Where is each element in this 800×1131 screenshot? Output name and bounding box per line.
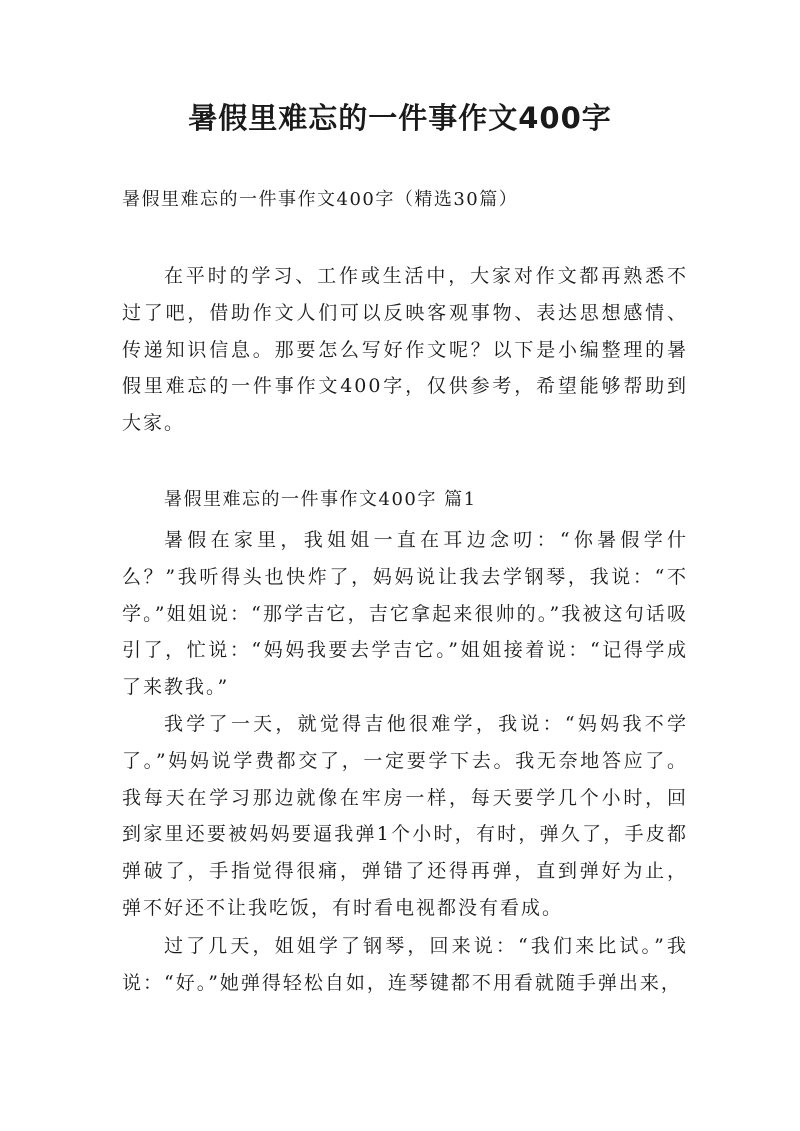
intro-paragraph: 在平时的学习、工作或生活中，大家对作文都再熟悉不过了吧，借助作文人们可以反映客观事物、表达思想感情、传递知识信息。那要怎么写好作文呢？以下是小编整理的暑假里难忘的一件事作文400字，仅供参考，希望能够帮助到大家。: [122, 265, 688, 435]
document-title: 暑假里难忘的一件事作文400字: [188, 101, 612, 135]
paragraph-2: 我学了一天，就觉得吉他很难学，我说：“妈妈我不学了。”妈妈说学费都交了，一定要学下去。我无奈地答应了。我每天在学习那边就像在牢房一样，每天要学几个小时，回到家里还要被妈妈要逼我弹1个小时，有时，弹久了，手皮都弹破了，手指觉得很痛，弹错了还得再弹，直到弹好为止，弹不好还不让我吃饭，有时看电视都没有看成。: [122, 713, 688, 919]
section-heading: 暑假里难忘的一件事作文400字 篇1: [164, 489, 477, 510]
document-subtitle: 暑假里难忘的一件事作文400字（精选30篇）: [122, 189, 519, 210]
paragraph-3: 过了几天，姐姐学了钢琴，回来说：“我们来比试。”我说：“好。”她弹得轻松自如，连琴键都不用看就随手弹出来，: [122, 935, 688, 994]
paragraph-1: 暑假在家里，我姐姐一直在耳边念叨：“你暑假学什么？”我听得头也快炸了，妈妈说让我去学钢琴，我说：“不学。”姐姐说：“那学吉它，吉它拿起来很帅的。”我被这句话吸引了，忙说：“妈妈我要去学吉它。”姐姐接着说：“记得学成了来教我。”: [122, 529, 688, 699]
